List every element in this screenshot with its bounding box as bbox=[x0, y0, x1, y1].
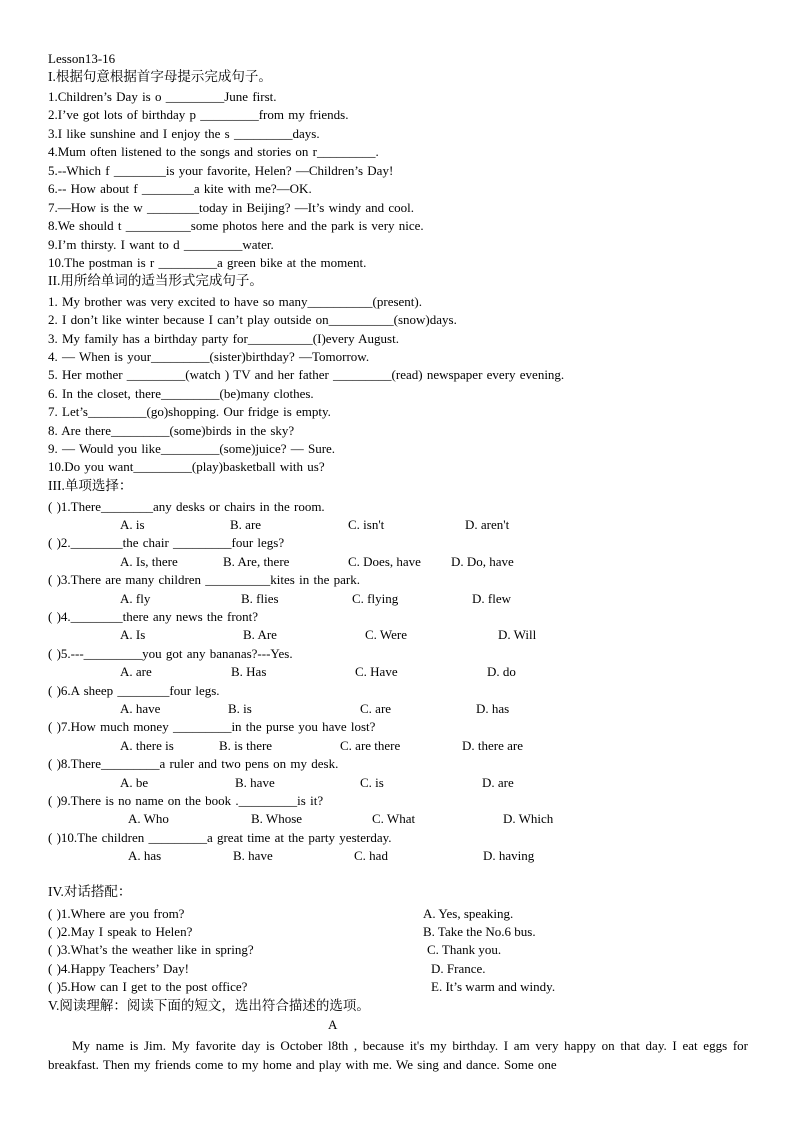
s2-item-6: 6. In the closet, there_________(be)many clothes. bbox=[48, 386, 314, 401]
s4-answer-b: B. Take the No.6 bus. bbox=[423, 924, 536, 939]
s3-question-8: ( )8.There_________a ruler and two pens on my desk. bbox=[48, 756, 339, 771]
s3-q10-option-b: B. have bbox=[233, 848, 273, 863]
s3-q2-option-d: D. Do, have bbox=[451, 554, 514, 569]
s1-item-6: 6.-- How about f ________a kite with me?—OK. bbox=[48, 181, 312, 196]
s3-q9-option-c: C. What bbox=[372, 811, 416, 826]
s3-q2-option-a: A. Is, there bbox=[120, 554, 178, 569]
section-3-heading: III.单项选择： bbox=[48, 478, 133, 493]
s3-q2-option-c: C. Does, have bbox=[348, 554, 421, 569]
s3-question-3: ( )3.There are many children __________kites in the park. bbox=[48, 572, 360, 587]
s3-question-5: ( )5.---_________you got any bananas?---Yes. bbox=[48, 646, 293, 661]
passage-label: A bbox=[328, 1017, 338, 1032]
s3-q1-option-d: D. aren't bbox=[465, 517, 510, 532]
s4-question-3: ( )3.What’s the weather like in spring? bbox=[48, 942, 254, 957]
s1-item-8: 8.We should t __________some photos here and the park is very nice. bbox=[48, 218, 424, 233]
section-2-heading: II.用所给单词的适当形式完成句子。 bbox=[48, 273, 263, 288]
s1-item-3: 3.I like sunshine and I enjoy the s _________days. bbox=[48, 126, 320, 141]
s3-q8-option-d: D. are bbox=[482, 775, 514, 790]
s1-item-4: 4.Mum often listened to the songs and stories on r_________. bbox=[48, 144, 379, 159]
s3-q4-option-d: D. Will bbox=[498, 627, 537, 642]
s4-question-5: ( )5.How can I get to the post office? bbox=[48, 979, 248, 994]
s1-item-2: 2.I’ve got lots of birthday p _________from my friends. bbox=[48, 107, 349, 122]
s2-item-1: 1. My brother was very excited to have so many__________(present). bbox=[48, 294, 422, 309]
s3-question-4: ( )4.________there any news the front? bbox=[48, 609, 259, 624]
s3-q5-option-c: C. Have bbox=[355, 664, 398, 679]
s3-q4-option-c: C. Were bbox=[365, 627, 408, 642]
s3-q7-option-c: C. are there bbox=[340, 738, 401, 753]
s3-q7-option-b: B. is there bbox=[219, 738, 273, 753]
s3-q3-option-b: B. flies bbox=[241, 591, 279, 606]
s1-item-10: 10.The postman is r _________a green bike at the moment. bbox=[48, 255, 367, 270]
s3-q8-option-b: B. have bbox=[235, 775, 275, 790]
s4-answer-a: A. Yes, speaking. bbox=[423, 906, 514, 921]
s3-q1-option-c: C. isn't bbox=[348, 517, 385, 532]
s3-q1-option-a: A. is bbox=[120, 517, 145, 532]
s3-q5-option-b: B. Has bbox=[231, 664, 267, 679]
s2-item-10: 10.Do you want_________(play)basketball with us? bbox=[48, 459, 325, 474]
s3-q7-option-d: D. there are bbox=[462, 738, 523, 753]
section-4-heading: IV.对话搭配： bbox=[48, 884, 132, 899]
s2-item-7: 7. Let’s_________(go)shopping. Our fridge is empty. bbox=[48, 404, 331, 419]
s4-answer-c: C. Thank you. bbox=[427, 942, 502, 957]
lesson-title: Lesson13-16 bbox=[48, 51, 116, 66]
s3-question-7: ( )7.How much money _________in the purse you have lost? bbox=[48, 719, 376, 734]
s1-item-1: 1.Children’s Day is o _________June first. bbox=[48, 89, 277, 104]
s3-question-10: ( )10.The children _________a great time at the party yesterday. bbox=[48, 830, 392, 845]
s3-q3-option-c: C. flying bbox=[352, 591, 399, 606]
s4-question-4: ( )4.Happy Teachers’ Day! bbox=[48, 961, 189, 976]
s3-q9-option-b: B. Whose bbox=[251, 811, 303, 826]
s3-q9-option-d: D. Which bbox=[503, 811, 554, 826]
s3-q9-option-a: A. Who bbox=[128, 811, 169, 826]
s1-item-5: 5.--Which f ________is your favorite, Helen? —Children’s Day! bbox=[48, 163, 394, 178]
section-5-heading: V.阅读理解：阅读下面的短文，选出符合描述的选项。 bbox=[48, 998, 370, 1013]
s4-question-2: ( )2.May I speak to Helen? bbox=[48, 924, 193, 939]
s3-q5-option-d: D. do bbox=[487, 664, 516, 679]
s4-answer-e: E. It’s warm and windy. bbox=[431, 979, 556, 994]
s3-question-9: ( )9.There is no name on the book ._________is it? bbox=[48, 793, 324, 808]
s4-answer-d: D. France. bbox=[431, 961, 486, 976]
s3-q10-option-c: C. had bbox=[354, 848, 388, 863]
s3-q10-option-a: A. has bbox=[128, 848, 162, 863]
s3-q6-option-b: B. is bbox=[228, 701, 252, 716]
s3-q5-option-a: A. are bbox=[120, 664, 152, 679]
s3-q3-option-d: D. flew bbox=[472, 591, 511, 606]
s3-q8-option-a: A. be bbox=[120, 775, 149, 790]
s4-question-1: ( )1.Where are you from? bbox=[48, 906, 185, 921]
s2-item-4: 4. — When is your_________(sister)birthday? —Tomorrow. bbox=[48, 349, 370, 364]
s1-item-7: 7.—How is the w ________today in Beijing? —It’s windy and cool. bbox=[48, 200, 415, 215]
s3-q1-option-b: B. are bbox=[230, 517, 262, 532]
s3-q10-option-d: D. having bbox=[483, 848, 535, 863]
s2-item-2: 2. I don’t like winter because I can’t play outside on__________(snow)days. bbox=[48, 312, 457, 327]
s3-q4-option-a: A. Is bbox=[120, 627, 146, 642]
s3-q2-option-b: B. Are, there bbox=[223, 554, 290, 569]
section-1-heading: I.根据句意根据首字母提示完成句子。 bbox=[48, 69, 272, 84]
s3-question-1: ( )1.There________any desks or chairs in the room. bbox=[48, 499, 325, 514]
reading-passage: My name is Jim. My favorite day is October l8th , because it's my birthday. I am very happy on that day. I eat eggs for breakfast. Then my friends come to my home and play with me. We sing and dance. Some one bbox=[48, 1038, 748, 1072]
s2-item-8: 8. Are there_________(some)birds in the sky? bbox=[48, 423, 295, 438]
s2-item-3: 3. My family has a birthday party for__________(I)every August. bbox=[48, 331, 399, 346]
s3-q6-option-c: C. are bbox=[360, 701, 392, 716]
s3-q6-option-d: D. has bbox=[476, 701, 510, 716]
s3-q8-option-c: C. is bbox=[360, 775, 384, 790]
s3-q4-option-b: B. Are bbox=[243, 627, 277, 642]
s3-q6-option-a: A. have bbox=[120, 701, 161, 716]
s2-item-5: 5. Her mother _________(watch ) TV and her father _________(read) newspaper every evening. bbox=[48, 367, 565, 382]
s1-item-9: 9.I’m thirsty. I want to d _________water. bbox=[48, 237, 274, 252]
s3-question-6: ( )6.A sheep ________four legs. bbox=[48, 683, 220, 698]
s3-q7-option-a: A. there is bbox=[120, 738, 174, 753]
s2-item-9: 9. — Would you like_________(some)juice? — Sure. bbox=[48, 441, 336, 456]
s3-q3-option-a: A. fly bbox=[120, 591, 151, 606]
s3-question-2: ( )2.________the chair _________four legs? bbox=[48, 535, 285, 550]
